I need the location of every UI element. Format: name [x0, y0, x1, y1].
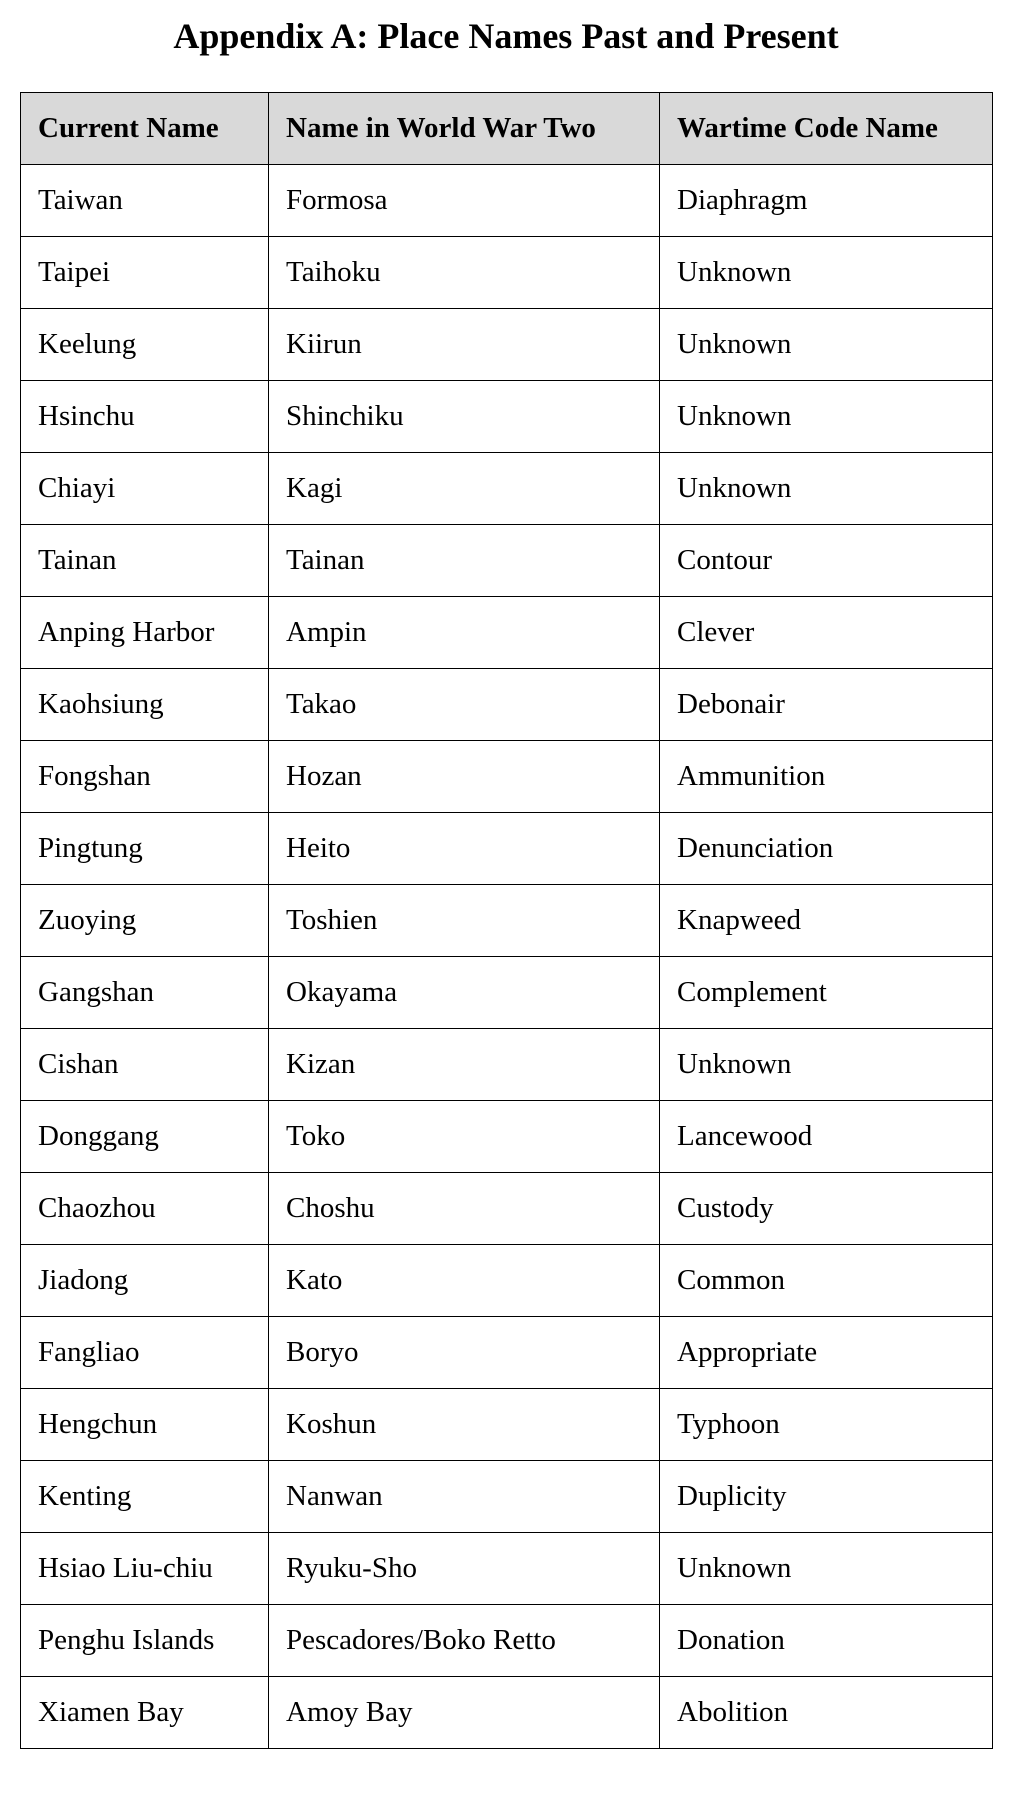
current-name-cell: Hsiao Liu-chiu [21, 1533, 269, 1605]
table-body [21, 165, 993, 1749]
page-title: Appendix A: Place Names Past and Present [173, 16, 839, 56]
current-name-cell: Pingtung [21, 813, 269, 885]
table-row [21, 1533, 993, 1605]
wwii-name-cell: Okayama [269, 957, 660, 1029]
current-name-cell: Xiamen Bay [21, 1677, 269, 1749]
wwii-name-cell: Shinchiku [269, 381, 660, 453]
code-name-cell: Contour [660, 525, 993, 597]
current-name-cell: Chiayi [21, 453, 269, 525]
wwii-name-cell: Choshu [269, 1173, 660, 1245]
code-name-cell: Knapweed [660, 885, 993, 957]
code-name-cell: Lancewood [660, 1101, 993, 1173]
wwii-name-cell: Kiirun [269, 309, 660, 381]
wwii-name-cell: Boryo [269, 1317, 660, 1389]
current-name-cell: Fangliao [21, 1317, 269, 1389]
current-name-cell: Penghu Islands [21, 1605, 269, 1677]
current-name-cell: Kenting [21, 1461, 269, 1533]
table-row [21, 957, 993, 1029]
code-name-cell: Unknown [660, 1029, 993, 1101]
wwii-name-cell: Hozan [269, 741, 660, 813]
current-name-cell: Taiwan [21, 165, 269, 237]
wwii-name-cell: Pescadores/Boko Retto [269, 1605, 660, 1677]
wwii-name-cell: Kato [269, 1245, 660, 1317]
table-row [21, 1677, 993, 1749]
wwii-name-cell: Ryuku-Sho [269, 1533, 660, 1605]
table-row [21, 669, 993, 741]
current-name-cell: Zuoying [21, 885, 269, 957]
code-name-cell: Duplicity [660, 1461, 993, 1533]
current-name-cell: Anping Harbor [21, 597, 269, 669]
header-code-name: Wartime Code Name [660, 93, 993, 165]
current-name-cell: Kaohsiung [21, 669, 269, 741]
table-row [21, 1461, 993, 1533]
code-name-cell: Abolition [660, 1677, 993, 1749]
table-row [21, 453, 993, 525]
current-name-cell: Cishan [21, 1029, 269, 1101]
code-name-cell: Debonair [660, 669, 993, 741]
table-row [21, 525, 993, 597]
code-name-cell: Diaphragm [660, 165, 993, 237]
table-row [21, 309, 993, 381]
wwii-name-cell: Tainan [269, 525, 660, 597]
code-name-cell: Unknown [660, 453, 993, 525]
current-name-cell: Chaozhou [21, 1173, 269, 1245]
wwii-name-cell: Toshien [269, 885, 660, 957]
current-name-cell: Taipei [21, 237, 269, 309]
table-row [21, 741, 993, 813]
code-name-cell: Unknown [660, 237, 993, 309]
current-name-cell: Donggang [21, 1101, 269, 1173]
wwii-name-cell: Heito [269, 813, 660, 885]
code-name-cell: Unknown [660, 1533, 993, 1605]
table-row [21, 1245, 993, 1317]
wwii-name-cell: Koshun [269, 1389, 660, 1461]
code-name-cell: Typhoon [660, 1389, 993, 1461]
current-name-cell: Hsinchu [21, 381, 269, 453]
wwii-name-cell: Takao [269, 669, 660, 741]
wwii-name-cell: Kizan [269, 1029, 660, 1101]
header-current-name: Current Name [21, 93, 269, 165]
table-row [21, 1317, 993, 1389]
table-row [21, 1101, 993, 1173]
code-name-cell: Ammunition [660, 741, 993, 813]
current-name-cell: Fongshan [21, 741, 269, 813]
code-name-cell: Appropriate [660, 1317, 993, 1389]
wwii-name-cell: Ampin [269, 597, 660, 669]
wwii-name-cell: Taihoku [269, 237, 660, 309]
code-name-cell: Unknown [660, 381, 993, 453]
current-name-cell: Tainan [21, 525, 269, 597]
table-row [21, 885, 993, 957]
code-name-cell: Clever [660, 597, 993, 669]
place-names-table [20, 92, 993, 1749]
header-wwii-name: Name in World War Two [269, 93, 660, 165]
table-row [21, 1029, 993, 1101]
wwii-name-cell: Toko [269, 1101, 660, 1173]
wwii-name-cell: Formosa [269, 165, 660, 237]
table-row [21, 237, 993, 309]
current-name-cell: Jiadong [21, 1245, 269, 1317]
code-name-cell: Denunciation [660, 813, 993, 885]
wwii-name-cell: Kagi [269, 453, 660, 525]
table-row [21, 1389, 993, 1461]
code-name-cell: Common [660, 1245, 993, 1317]
current-name-cell: Hengchun [21, 1389, 269, 1461]
current-name-cell: Gangshan [21, 957, 269, 1029]
table-row [21, 1173, 993, 1245]
code-name-cell: Complement [660, 957, 993, 1029]
table-header-row [21, 93, 993, 165]
table-row [21, 813, 993, 885]
table-row [21, 381, 993, 453]
wwii-name-cell: Amoy Bay [269, 1677, 660, 1749]
wwii-name-cell: Nanwan [269, 1461, 660, 1533]
code-name-cell: Donation [660, 1605, 993, 1677]
current-name-cell: Keelung [21, 309, 269, 381]
code-name-cell: Unknown [660, 309, 993, 381]
table-row [21, 165, 993, 237]
table-row [21, 597, 993, 669]
code-name-cell: Custody [660, 1173, 993, 1245]
table-row [21, 1605, 993, 1677]
